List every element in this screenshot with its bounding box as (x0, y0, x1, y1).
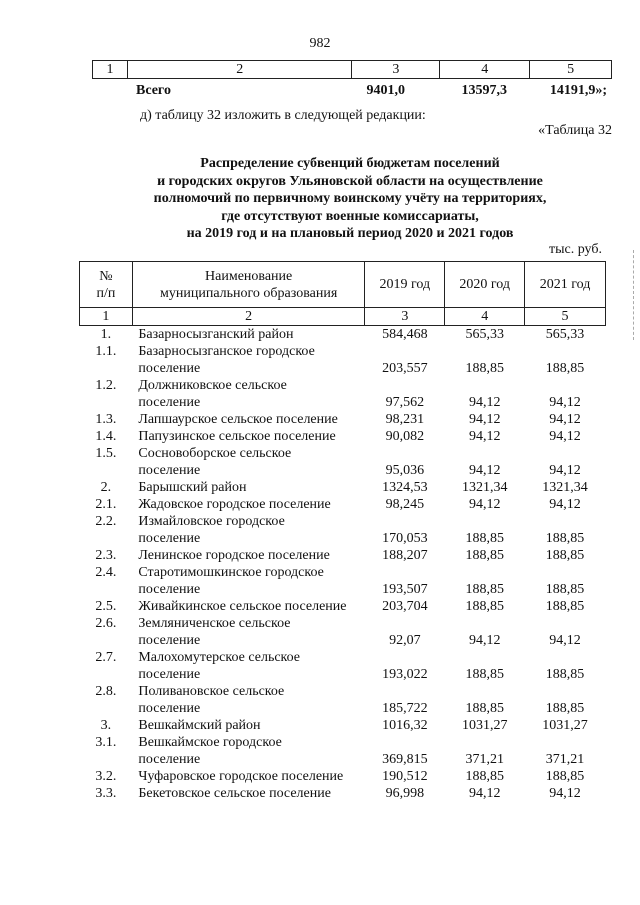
value-2019: 203,557 (382, 361, 428, 376)
row-number: 2.7. (95, 650, 117, 665)
row-name-line: Измайловское городское (138, 514, 285, 529)
row-number: 3.2. (95, 769, 117, 784)
row-name-line: поселение (138, 582, 201, 597)
value-2020: 188,85 (465, 531, 504, 546)
value-2019: 97,562 (385, 395, 425, 410)
row-name (132, 717, 365, 734)
value-2020: 188,85 (465, 582, 504, 597)
col-number-cell: 2 (132, 308, 365, 326)
col-number-cell: 4 (440, 61, 530, 79)
row-name-line: Бекетовское сельское поселение (138, 786, 331, 801)
header-number: № п/п (80, 262, 133, 308)
row-number: 1.3. (95, 412, 117, 427)
header-2020: 2020 год (445, 262, 525, 308)
col-number-cell: 5 (530, 61, 612, 79)
value-2021: 188,85 (545, 701, 585, 716)
row-name-line: Чуфаровское городское поселение (138, 769, 344, 784)
value-2019: 98,231 (385, 412, 425, 427)
table-row (80, 649, 606, 683)
row-name-line: Базарносызганский район (138, 327, 294, 342)
title-line: Распределение субвенций бюджетам поселений (200, 156, 500, 171)
value-2019: 95,036 (385, 463, 425, 478)
row-name-line: поселение (138, 633, 201, 648)
row-number: 2.4. (95, 565, 117, 580)
title-line: полномочий по первичному воинскому учёту на территориях, (153, 191, 547, 206)
header-2021: 2021 год (525, 262, 606, 308)
previous-table-fragment (92, 60, 612, 79)
row-name-line: Живайкинское сельское поселение (138, 599, 347, 614)
row-name-line: Земляниченское сельское (138, 616, 291, 631)
row-name-line: Сосновоборское сельское (138, 446, 292, 461)
value-2021: 94,12 (549, 429, 581, 444)
table-row (80, 326, 606, 344)
value-2020: 94,12 (468, 497, 501, 512)
scan-margin-mark (633, 250, 638, 340)
table-row (80, 768, 606, 785)
value-2019: 584,468 (382, 327, 428, 342)
total-2020: 13597,3 (461, 83, 507, 98)
row-name-line: Старотимошкинское городское (138, 565, 324, 580)
row-name-line: Лапшаурское сельское поселение (138, 412, 338, 427)
value-2020: 1031,27 (461, 718, 508, 733)
value-2019: 369,815 (382, 752, 428, 767)
table-row (80, 496, 606, 513)
value-2020: 188,85 (465, 769, 504, 784)
title-line: где отсутствуют военные комиссариаты, (221, 208, 479, 224)
row-number: 2.5. (95, 599, 117, 614)
value-2020: 188,85 (465, 701, 504, 716)
row-name-line: Малохомутерское сельское (138, 650, 301, 665)
row-name (132, 683, 365, 717)
row-name-line: Папузинское сельское поселение (138, 429, 336, 444)
table-row (80, 734, 606, 768)
value-2021: 188,85 (545, 667, 585, 682)
value-2019: 1324,53 (382, 480, 428, 495)
total-label: Всего (136, 83, 171, 98)
value-2019: 92,07 (389, 633, 421, 648)
unit-label: тыс. руб. (549, 242, 602, 257)
row-number: 3. (100, 718, 112, 733)
row-number: 2. (100, 480, 112, 495)
value-2019: 98,245 (385, 497, 425, 512)
row-name (132, 768, 365, 785)
value-2020: 94,12 (468, 395, 501, 410)
value-2020: 1321,34 (461, 480, 508, 495)
value-2019: 203,704 (382, 599, 428, 614)
row-name (132, 734, 365, 768)
row-name-line: поселение (138, 667, 201, 682)
row-number: 2.8. (95, 684, 117, 699)
value-2020: 371,21 (465, 752, 504, 767)
row-name (132, 513, 365, 547)
value-2020: 94,12 (468, 412, 501, 427)
table-row (80, 717, 606, 734)
value-2020: 94,12 (468, 463, 501, 478)
row-name (132, 615, 365, 649)
table-row (80, 785, 606, 802)
total-2019: 9401,0 (366, 83, 405, 98)
table-row (80, 377, 606, 411)
value-2020: 188,85 (465, 361, 504, 376)
row-name-line: поселение (138, 361, 201, 376)
table-row (80, 615, 606, 649)
row-number: 2.1. (95, 497, 117, 512)
value-2021: 94,12 (549, 497, 581, 512)
value-2020: 188,85 (465, 667, 504, 682)
col-number-cell: 3 (365, 308, 445, 326)
value-2020: 94,12 (468, 633, 501, 648)
row-number: 2.3. (95, 548, 117, 563)
row-number: 2.6. (95, 616, 117, 631)
value-2021: 565,33 (545, 327, 585, 342)
table-row (80, 479, 606, 496)
value-2021: 94,12 (549, 395, 581, 410)
value-2020: 94,12 (468, 429, 501, 444)
row-name (132, 649, 365, 683)
row-name-line: поселение (138, 395, 201, 410)
row-name-line: Жадовское городское поселение (138, 497, 331, 512)
row-name (132, 496, 365, 513)
table-row (80, 343, 606, 377)
table-label: «Таблица 32 (538, 123, 612, 138)
instruction-text: д) таблицу 32 изложить в следующей редакции: (140, 108, 426, 123)
table-row (80, 547, 606, 564)
value-2021: 188,85 (545, 361, 585, 376)
col-number-cell: 1 (93, 61, 128, 79)
value-2021: 188,85 (545, 769, 585, 784)
value-2021: 188,85 (545, 599, 585, 614)
row-name-line: поселение (138, 701, 201, 716)
value-2020: 188,85 (465, 548, 504, 563)
col-number-cell: 5 (525, 308, 606, 326)
value-2021: 188,85 (545, 531, 585, 546)
row-name (132, 598, 365, 615)
row-name (132, 377, 365, 411)
value-2020: 188,85 (465, 599, 504, 614)
row-name-line: Базарносызганское городское (138, 344, 315, 359)
value-2019: 190,512 (382, 769, 428, 784)
value-2019: 185,722 (382, 701, 428, 716)
row-name (132, 428, 365, 445)
row-name-line: Вешкаймский район (138, 718, 261, 733)
row-number: 1. (100, 327, 112, 342)
row-name-line: поселение (138, 531, 201, 546)
value-2021: 371,21 (545, 752, 585, 767)
row-name-line: Ленинское городское поселение (138, 548, 330, 563)
row-name (132, 479, 365, 496)
value-2021: 94,12 (549, 786, 581, 801)
value-2019: 90,082 (385, 429, 425, 444)
row-name (132, 547, 365, 564)
row-number: 1.5. (95, 446, 117, 461)
value-2021: 1321,34 (542, 480, 588, 495)
value-2019: 170,053 (382, 531, 428, 546)
table-row (80, 445, 606, 479)
row-number: 2.2. (95, 514, 117, 529)
value-2021: 94,12 (549, 633, 581, 648)
col-number-cell: 3 (352, 61, 440, 79)
row-number: 1.1. (95, 344, 117, 359)
row-name-line: Барышский район (138, 480, 247, 495)
header-name: Наименование муниципального образования (132, 262, 365, 308)
row-name (132, 343, 365, 377)
row-name (132, 326, 365, 344)
row-name (132, 785, 365, 802)
row-name (132, 411, 365, 428)
table-row (80, 683, 606, 717)
value-2019: 96,998 (385, 786, 425, 801)
table-row (80, 598, 606, 615)
table-title (80, 155, 620, 243)
row-name-line: Вешкаймское городское (138, 735, 282, 750)
value-2019: 193,507 (382, 582, 428, 597)
value-2021: 1031,27 (542, 718, 588, 733)
value-2019: 193,022 (382, 667, 428, 682)
row-number: 1.4. (95, 429, 117, 444)
row-name-line: поселение (138, 463, 201, 478)
value-2019: 188,207 (382, 548, 428, 563)
col-number-cell: 1 (80, 308, 133, 326)
value-2021: 94,12 (549, 412, 581, 427)
value-2019: 1016,32 (382, 718, 428, 733)
value-2020: 94,12 (468, 786, 501, 801)
col-number-cell: 4 (445, 308, 525, 326)
row-number: 3.3. (95, 786, 117, 801)
table-row (80, 513, 606, 547)
title-line: и городских округов Ульяновской области на осуществление (157, 173, 543, 189)
row-name (132, 445, 365, 479)
row-name (132, 564, 365, 598)
header-2019: 2019 год (365, 262, 445, 308)
value-2021: 188,85 (545, 582, 585, 597)
row-number: 1.2. (95, 378, 117, 393)
row-name-line: поселение (138, 752, 201, 767)
table-row (80, 564, 606, 598)
page-number: 982 (309, 36, 331, 51)
col-number-cell: 2 (127, 61, 352, 79)
total-2021: 14191,9»; (549, 83, 607, 98)
table-row (80, 411, 606, 428)
table-row (80, 428, 606, 445)
value-2021: 188,85 (545, 548, 585, 563)
row-name-line: Должниковское сельское (138, 378, 287, 393)
subventions-table (79, 261, 606, 802)
row-name-line: Поливановское сельское (138, 684, 285, 699)
value-2020: 565,33 (465, 327, 504, 342)
title-line: на 2019 год и на плановый период 2020 и 2021 годов (186, 226, 514, 241)
row-number: 3.1. (95, 735, 117, 750)
value-2021: 94,12 (549, 463, 581, 478)
